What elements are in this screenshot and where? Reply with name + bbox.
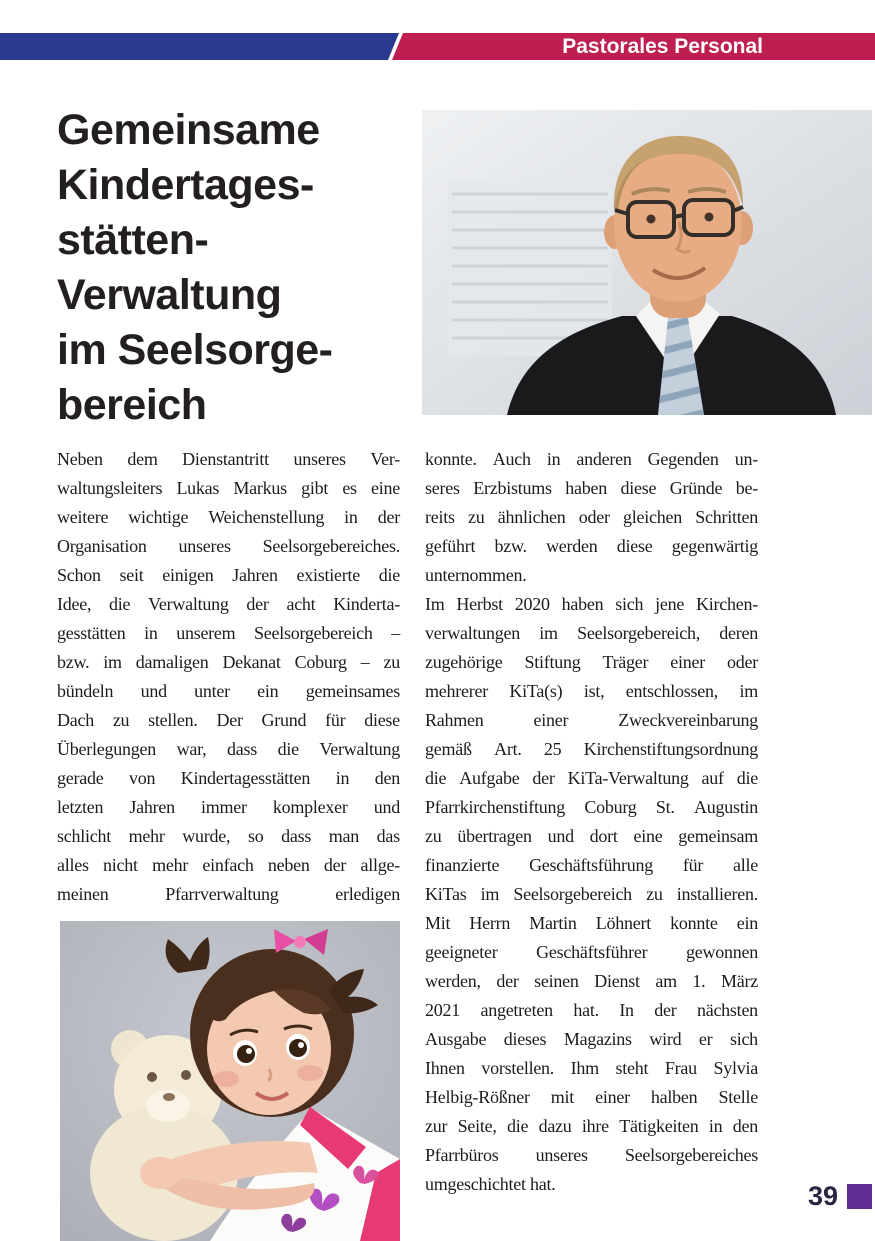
text-line: 2021 angetreten hat. In der nächsten [425,1000,758,1020]
text-line: Helbig-Rößner mit einer halben Stelle [425,1087,758,1107]
article-title [57,103,417,433]
title-line: bereich [57,381,207,429]
title-line: stätten- [57,216,209,264]
text-line: Dach zu stellen. Der Grund für diese [57,710,400,730]
title-line: Gemeinsame [57,106,320,154]
text-line: weitere wichtige Weichenstellung in der [57,507,400,527]
text-line: konnte. Auch in anderen Gegenden un- [425,449,758,469]
text-line: Rahmen einer Zweckvereinbarung [425,710,758,730]
text-line: umgeschichtet hat. [425,1174,556,1194]
text-line: Im Herbst 2020 haben sich jene Kirchen- [425,594,758,614]
section-label: Pastorales Personal [562,35,763,58]
child-photo [60,921,400,1241]
portrait-photo [422,110,872,415]
footer-square [847,1184,872,1209]
text-line: meinen Pfarrverwaltung erledigen [57,884,400,904]
text-line: bzw. im damaligen Dekanat Coburg – zu [57,652,400,672]
text-line: Schon seit einigen Jahren existierte die [57,565,400,585]
text-line: gemäß Art. 25 Kirchenstiftungsordnung [425,739,758,759]
body-column-right [425,445,758,1199]
text-line: reits zu ähnlichen oder gleichen Schritten [425,507,758,527]
text-line: die Aufgabe der KiTa-Verwaltung auf die [425,768,758,788]
portrait-illustration [422,110,872,415]
title-line: Verwaltung [57,271,282,319]
text-line: Pfarrkirchenstiftung Coburg St. Augustin [425,797,758,817]
title-line: im Seelsorge- [57,326,333,374]
text-line: werden, der seinen Dienst am 1. März [425,971,758,991]
text-line: seres Erzbistums haben diese Gründe be- [425,478,758,498]
text-line: alles nicht mehr einfach neben der allge- [57,855,400,875]
text-line: mehrerer KiTa(s) ist, entschlossen, im [425,681,758,701]
text-line: Mit Herrn Martin Löhnert konnte ein [425,913,758,933]
text-line: Pfarrbüros unseres Seelsorgebereiches [425,1145,758,1165]
text-line: bündeln und unter ein gemeinsames [57,681,400,701]
text-line: schlicht mehr wurde, so dass man das [57,826,400,846]
text-line: geführt bzw. werden diese gegenwärtig [425,536,758,556]
text-line: Überlegungen war, dass die Verwaltung [57,739,400,759]
text-line: Organisation unseres Seelsorgebereiches. [57,536,400,556]
text-line: geeigneter Geschäftsführer gewonnen [425,942,758,962]
text-line: verwaltungen im Seelsorgebereich, deren [425,623,758,643]
text-line: finanzierte Geschäftsführung für alle [425,855,758,875]
text-line: letzten Jahren immer komplexer und [57,797,400,817]
text-line: zugehörige Stiftung Träger einer oder [425,652,758,672]
text-line: gerade von Kindertagesstätten in den [57,768,400,788]
body-column-left [57,445,400,909]
title-line: Kindertages- [57,161,314,209]
page-number: 39 [807,1181,838,1211]
page-footer [807,1181,872,1211]
text-line: waltungsleiters Lukas Markus gibt es eine [57,478,400,498]
text-line: unternommen. [425,565,527,585]
text-line: Ausgabe dieses Magazins wird er sich [425,1029,758,1049]
text-line: zu übertragen und dort eine gemeinsam [425,826,758,846]
text-line: KiTas im Seelsorgebereich zu installieren. [425,884,758,904]
header-bar-blue-segment [0,33,399,60]
child-illustration [60,921,400,1241]
text-line: Idee, die Verwaltung der acht Kinderta- [57,594,400,614]
text-line: Ihnen vorstellen. Ihm steht Frau Sylvia [425,1058,758,1078]
text-line: Neben dem Dienstantritt unseres Ver- [57,449,400,469]
text-line: gesstätten in unserem Seelsorgebereich – [57,623,400,643]
text-line: zur Seite, die dazu ihre Tätigkeiten in den [425,1116,758,1136]
header-bar [0,33,875,60]
